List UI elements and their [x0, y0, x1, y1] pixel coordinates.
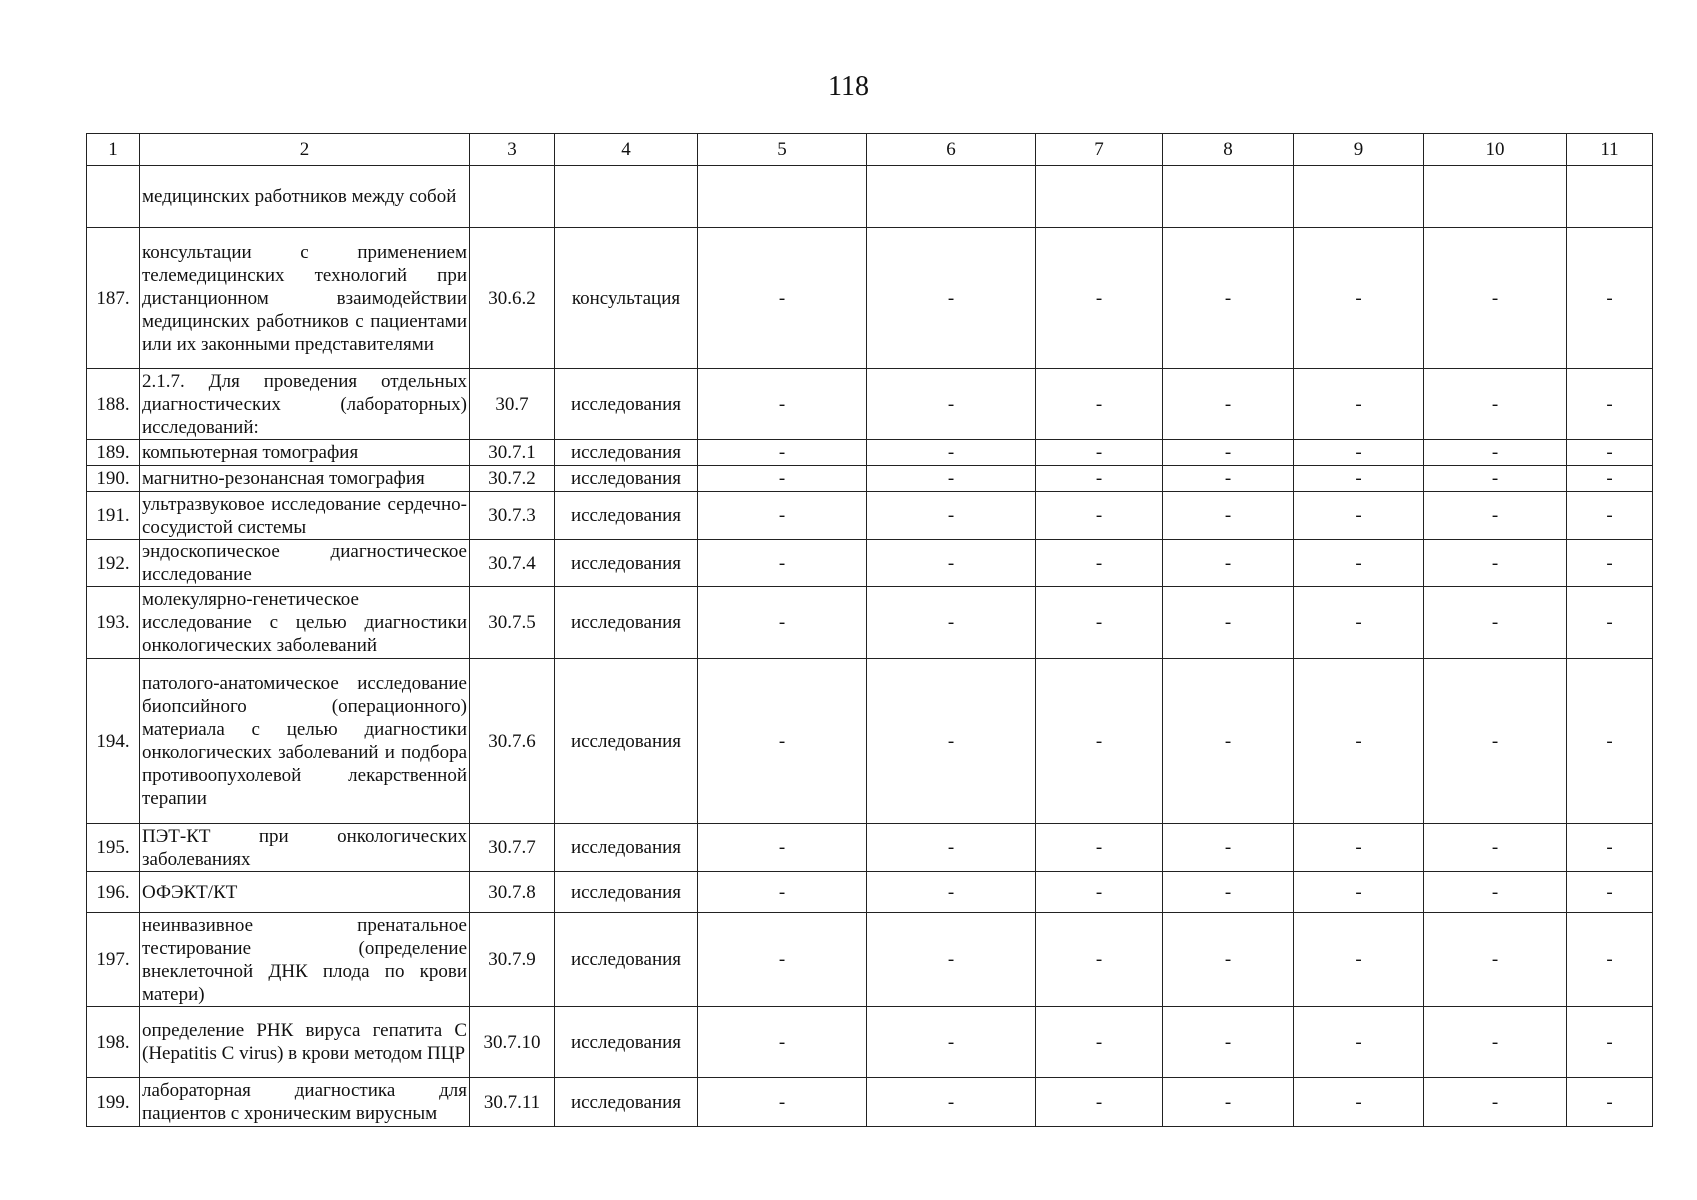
page-number: 118	[828, 71, 869, 102]
column-header: 4	[555, 134, 698, 166]
service-code: 30.7.4	[470, 540, 555, 587]
value-cell: -	[1294, 440, 1424, 466]
value-cell: -	[1567, 824, 1653, 872]
value-cell: -	[867, 369, 1036, 440]
value-cell: -	[1567, 540, 1653, 587]
value-cell: -	[1294, 1007, 1424, 1078]
value-cell: -	[698, 540, 867, 587]
service-code: 30.7.7	[470, 824, 555, 872]
column-header: 5	[698, 134, 867, 166]
value-cell: -	[1567, 872, 1653, 913]
table-row	[87, 872, 1653, 913]
service-code: 30.7.1	[470, 440, 555, 466]
table-row	[87, 492, 1653, 540]
value-cell: -	[1424, 540, 1567, 587]
service-code: 30.7.9	[470, 913, 555, 1007]
service-code: 30.7.2	[470, 466, 555, 492]
value-cell: -	[1036, 659, 1163, 824]
service-code: 30.7.11	[470, 1078, 555, 1127]
value-cell: -	[867, 492, 1036, 540]
measure-unit: исследования	[555, 659, 698, 824]
service-name: ультразвуковое исследование сердечно-сосудистой системы	[140, 492, 470, 540]
service-name: компьютерная томография	[140, 440, 470, 466]
value-cell	[867, 166, 1036, 228]
value-cell: -	[1567, 1007, 1653, 1078]
service-name: патолого-анатомическое исследование биопсийного (операционного) материала с целью диагностики онкологических заболеваний и подбора противоопухолевой лекарственной терапии	[140, 659, 470, 824]
column-header: 3	[470, 134, 555, 166]
value-cell: -	[867, 540, 1036, 587]
service-name: ОФЭКТ/КТ	[140, 872, 470, 913]
value-cell: -	[1567, 1078, 1653, 1127]
value-cell: -	[698, 913, 867, 1007]
value-cell: -	[1424, 824, 1567, 872]
service-code	[470, 166, 555, 228]
value-cell	[1424, 166, 1567, 228]
value-cell: -	[1036, 228, 1163, 369]
row-number: 194.	[87, 659, 140, 824]
value-cell: -	[1424, 466, 1567, 492]
value-cell: -	[698, 228, 867, 369]
table-row	[87, 1007, 1653, 1078]
value-cell: -	[1036, 1007, 1163, 1078]
value-cell: -	[1163, 492, 1294, 540]
row-number: 190.	[87, 466, 140, 492]
measure-unit: исследования	[555, 1078, 698, 1127]
value-cell: -	[1163, 466, 1294, 492]
column-header: 6	[867, 134, 1036, 166]
value-cell: -	[1424, 492, 1567, 540]
value-cell: -	[1567, 228, 1653, 369]
value-cell: -	[1424, 913, 1567, 1007]
service-code: 30.6.2	[470, 228, 555, 369]
table-row	[87, 166, 1653, 228]
row-number: 199.	[87, 1078, 140, 1127]
value-cell: -	[1424, 369, 1567, 440]
service-code: 30.7	[470, 369, 555, 440]
value-cell: -	[1294, 1078, 1424, 1127]
column-header: 8	[1163, 134, 1294, 166]
value-cell: -	[1163, 872, 1294, 913]
measure-unit: исследования	[555, 587, 698, 659]
service-code: 30.7.5	[470, 587, 555, 659]
value-cell: -	[1036, 824, 1163, 872]
value-cell: -	[1163, 440, 1294, 466]
value-cell: -	[1294, 228, 1424, 369]
value-cell: -	[1424, 228, 1567, 369]
value-cell: -	[1424, 440, 1567, 466]
table-row	[87, 659, 1653, 824]
table-row	[87, 1078, 1653, 1127]
value-cell: -	[1036, 440, 1163, 466]
value-cell: -	[1567, 492, 1653, 540]
value-cell: -	[698, 659, 867, 824]
value-cell: -	[1567, 440, 1653, 466]
service-code: 30.7.10	[470, 1007, 555, 1078]
value-cell: -	[1567, 369, 1653, 440]
service-code: 30.7.3	[470, 492, 555, 540]
table-row	[87, 369, 1653, 440]
value-cell: -	[1163, 659, 1294, 824]
value-cell: -	[698, 440, 867, 466]
measure-unit: консультация	[555, 228, 698, 369]
value-cell: -	[1294, 587, 1424, 659]
value-cell: -	[867, 913, 1036, 1007]
value-cell: -	[867, 1078, 1036, 1127]
table-row	[87, 587, 1653, 659]
value-cell: -	[1294, 824, 1424, 872]
table-row	[87, 540, 1653, 587]
measure-unit: исследования	[555, 466, 698, 492]
column-header: 9	[1294, 134, 1424, 166]
value-cell: -	[1036, 540, 1163, 587]
service-name: молекулярно-генетическое исследование с целью диагностики онкологических заболеваний	[140, 587, 470, 659]
value-cell: -	[1036, 492, 1163, 540]
column-header: 11	[1567, 134, 1653, 166]
value-cell: -	[698, 824, 867, 872]
service-name: лабораторная диагностика для пациентов с хроническим вирусным	[140, 1078, 470, 1127]
value-cell: -	[1036, 872, 1163, 913]
value-cell: -	[698, 587, 867, 659]
value-cell	[1036, 166, 1163, 228]
service-name: определение РНК вируса гепатита C (Hepatitis C virus) в крови методом ПЦР	[140, 1007, 470, 1078]
measure-unit: исследования	[555, 440, 698, 466]
value-cell: -	[1294, 913, 1424, 1007]
column-header: 2	[140, 134, 470, 166]
value-cell: -	[1294, 369, 1424, 440]
value-cell: -	[867, 659, 1036, 824]
value-cell: -	[1294, 466, 1424, 492]
value-cell: -	[1424, 587, 1567, 659]
service-name: эндоскопическое диагностическое исследование	[140, 540, 470, 587]
measure-unit: исследования	[555, 1007, 698, 1078]
value-cell: -	[1036, 587, 1163, 659]
service-name: консультации с применением телемедицинских технологий при дистанционном взаимодействии медицинских работников с пациентами или их законными представителями	[140, 228, 470, 369]
service-name: неинвазивное пренатальное тестирование (определение внеклеточной ДНК плода по крови матери)	[140, 913, 470, 1007]
value-cell: -	[867, 1007, 1036, 1078]
value-cell: -	[1036, 369, 1163, 440]
service-name: ПЭТ-КТ при онкологических заболеваниях	[140, 824, 470, 872]
measure-unit: исследования	[555, 540, 698, 587]
table-row	[87, 228, 1653, 369]
value-cell: -	[1567, 913, 1653, 1007]
value-cell: -	[1567, 659, 1653, 824]
service-name: 2.1.7. Для проведения отдельных диагностических (лабораторных) исследований:	[140, 369, 470, 440]
table-row	[87, 440, 1653, 466]
value-cell: -	[1424, 659, 1567, 824]
value-cell: -	[1036, 913, 1163, 1007]
value-cell	[1163, 166, 1294, 228]
value-cell: -	[1163, 1007, 1294, 1078]
row-number	[87, 166, 140, 228]
value-cell: -	[1294, 659, 1424, 824]
table-row	[87, 466, 1653, 492]
value-cell: -	[698, 872, 867, 913]
measure-unit: исследования	[555, 369, 698, 440]
value-cell: -	[698, 1078, 867, 1127]
value-cell	[1567, 166, 1653, 228]
value-cell: -	[1567, 587, 1653, 659]
value-cell: -	[1294, 492, 1424, 540]
measure-unit: исследования	[555, 492, 698, 540]
value-cell: -	[1294, 540, 1424, 587]
column-header: 1	[87, 134, 140, 166]
measure-unit: исследования	[555, 872, 698, 913]
column-header: 7	[1036, 134, 1163, 166]
value-cell: -	[1036, 1078, 1163, 1127]
value-cell: -	[698, 492, 867, 540]
table-row	[87, 913, 1653, 1007]
value-cell: -	[1163, 824, 1294, 872]
measure-unit: исследования	[555, 824, 698, 872]
value-cell: -	[1294, 872, 1424, 913]
row-number: 193.	[87, 587, 140, 659]
row-number: 191.	[87, 492, 140, 540]
value-cell: -	[1567, 466, 1653, 492]
row-number: 187.	[87, 228, 140, 369]
value-cell	[1294, 166, 1424, 228]
value-cell: -	[1424, 1078, 1567, 1127]
table-header-row	[87, 134, 1653, 166]
value-cell: -	[1036, 466, 1163, 492]
value-cell: -	[1163, 228, 1294, 369]
value-cell	[698, 166, 867, 228]
value-cell: -	[1424, 1007, 1567, 1078]
value-cell: -	[1163, 540, 1294, 587]
value-cell: -	[1163, 1078, 1294, 1127]
service-name: медицинских работников между собой	[140, 166, 470, 228]
row-number: 188.	[87, 369, 140, 440]
value-cell: -	[1424, 872, 1567, 913]
service-name: магнитно-резонансная томография	[140, 466, 470, 492]
row-number: 195.	[87, 824, 140, 872]
table-row	[87, 824, 1653, 872]
service-code: 30.7.6	[470, 659, 555, 824]
value-cell: -	[1163, 913, 1294, 1007]
value-cell: -	[867, 872, 1036, 913]
value-cell: -	[1163, 369, 1294, 440]
value-cell: -	[867, 587, 1036, 659]
value-cell: -	[867, 824, 1036, 872]
measure-unit: исследования	[555, 913, 698, 1007]
value-cell: -	[698, 1007, 867, 1078]
value-cell: -	[867, 440, 1036, 466]
column-header: 10	[1424, 134, 1567, 166]
row-number: 197.	[87, 913, 140, 1007]
row-number: 192.	[87, 540, 140, 587]
value-cell: -	[698, 369, 867, 440]
measure-unit	[555, 166, 698, 228]
value-cell: -	[1163, 587, 1294, 659]
row-number: 189.	[87, 440, 140, 466]
value-cell: -	[867, 228, 1036, 369]
row-number: 196.	[87, 872, 140, 913]
service-code: 30.7.8	[470, 872, 555, 913]
row-number: 198.	[87, 1007, 140, 1078]
services-table	[86, 133, 1653, 1127]
value-cell: -	[867, 466, 1036, 492]
value-cell: -	[698, 466, 867, 492]
